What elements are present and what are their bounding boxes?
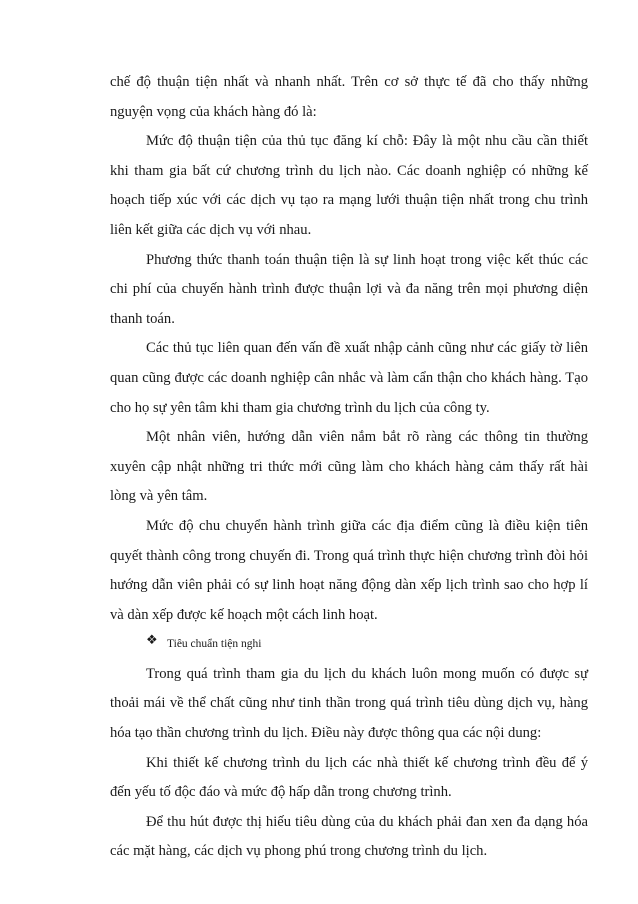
paragraph-booking-convenience: Mức độ thuận tiện của thủ tục đăng kí chỗ: Đây là một nhu cầu cần thiết khi tham gia bất cứ chương trình du lịch nào. Các doanh nghiệp có những kế hoạch tiếp xúc với các dịch vụ tạo ra mạng lưới thuận tiện nhất trong chu trình liên kết giữa các dịch vụ với nhau. [110, 133, 588, 238]
paragraph-itinerary-transfer: Mức độ chu chuyển hành trình giữa các địa điểm cũng là điều kiện tiên quyết thành công trong chuyến đi. Trong quá trình thực hiện chương trình đòi hỏi hướng dẫn viên phải có sự linh hoạt năng động dàn xếp lịch trình sao cho hợp lí và dàn xếp được kế hoạch một cách linh hoạt. [110, 517, 588, 623]
paragraph-continuation: chế độ thuận tiện nhất và nhanh nhất. Trên cơ sở thực tế đã cho thấy những nguyện vọng của khách hàng đó là: [110, 74, 588, 120]
bullet-heading [110, 630, 588, 660]
paragraph-payment-method: Phương thức thanh toán thuận tiện là sự linh hoạt trong việc kết thúc các chi phí của chuyến hành trình được thuận lợi và đa năng trên mọi phương diện thanh toán. [110, 251, 588, 327]
paragraph-immigration-procedures: Các thủ tục liên quan đến vấn đề xuất nhập cảnh cũng như các giấy tờ liên quan cũng được các doanh nghiệp cân nhắc và làm cẩn thận cho khách hàng. Tạo cho họ sự yên tâm khi tham gia chương trình du lịch của công ty. [110, 340, 588, 416]
paragraph-program-design: Khi thiết kế chương trình du lịch các nhà thiết kế chương trình đều để ý đến yếu tố độc đáo và mức độ hấp dẫn trong chương trình. [110, 754, 588, 801]
paragraph-diversification: Để thu hút được thị hiếu tiêu dùng của du khách phải đan xen đa dạng hóa các mặt hàng, các dịch vụ phong phú trong chương trình du lịch. [110, 813, 588, 860]
bullet-heading-label: Tiêu chuẩn tiện nghi [167, 638, 262, 651]
paragraph-staff-guide: Một nhân viên, hướng dẫn viên nắm bắt rõ ràng các thông tin thường xuyên cập nhật những tri thức mới cũng làm cho khách hàng cảm thấy rất hài lòng và yên tâm. [110, 429, 588, 505]
diamond-bullet-icon: ❖ [146, 633, 158, 649]
document-page [110, 68, 588, 867]
paragraph-comfort-intro: Trong quá trình tham gia du lịch du khách luôn mong muốn có được sự thoải mái về thể chất cũng như tinh thần trong quá trình tiêu dùng dịch vụ, hàng hóa tạo thần chương trình du lịch. Điều này được thông qua các nội dung: [110, 665, 588, 742]
